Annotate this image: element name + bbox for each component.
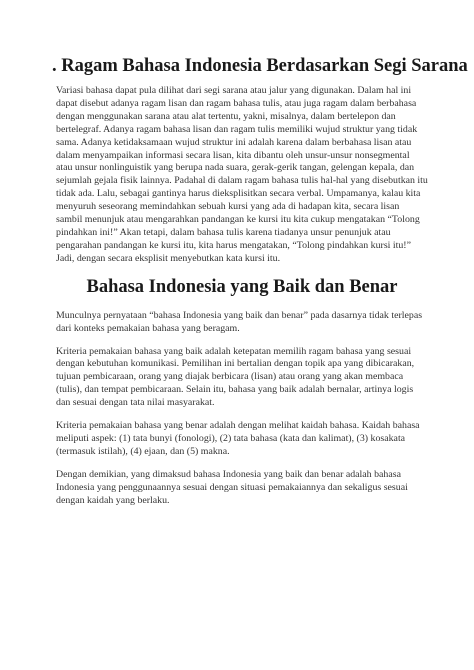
paragraph-kesimpulan: Dengan demikian, yang dimaksud bahasa Indonesia yang baik dan benar adalah bahasa Indonesia yang penggunaannya sesuai dengan situasi pemakaiannya dan sekaligus sesuai dengan kaidah yang berlaku. xyxy=(56,468,408,506)
paragraph-kriteria-benar: Kriteria pemakaian bahasa yang benar adalah dengan melihat kaidah bahasa. Kaidah bahasa meliputi aspek: (1) tata bunyi (fonologi), (2) tata bahasa (kata dan kalimat), (3) kosakata (termasuk istilah), (4) ejaan, dan (5) makna. xyxy=(56,420,420,457)
paragraph-ragam-sarana: Variasi bahasa dapat pula dilihat dari segi sarana atau jalur yang digunakan. Dalam hal ini dapat disebut adanya ragam lisan dan ragam bahasa tulis, atau juga ragam dalam berbahasa dengan menggunakan sarana atau alat tertentu, yakni, misalnya, dalam bertelepon dan bertelegraf. Adanya ragam bahasa lisan dan ragam tulis memiliki wujud struktur yang tidak sama. Adanya ketidaksamaan wujud struktur ini adalah karena dalam berbahasa lisan atau dalam menyampaikan informasi secara lisan, kita dibantu oleh unsur-unsur nonsegmental atau unsur nonlinguistik yang berupa nada suara, gerak-gerik tangan, gelengan kepala, dan sejumlah gejala fisik lainnya. Padahal di dalam ragam bahasa tulis hal-hal yang disebutkan itu tidak ada. Lalu, sebagai gantinya harus dieksplisitkan secara verbal. Umpamanya, kalau kita menyuruh seseorang memindahkan sebuah kursi yang ada di hadapan kita, secara lisan sambil menunjuk atau mengarahkan pandangan ke kursi itu kita cukup mengatakan “Tolong pindahkan ini!” Akan tetapi, dalam bahasa tulis karena tiadanya unsur penunjuk atau pengarahan pandangan ke kursi itu, kita harus mengatakan, “Tolong pindahkan kursi itu!” Jadi, dengan secara eksplisit menyebutkan kata kursi itu. xyxy=(56,85,428,264)
section-heading-ragam-sarana: . Ragam Bahasa Indonesia Berdasarkan Segi Sarana xyxy=(52,56,468,76)
section-heading-baik-benar: Bahasa Indonesia yang Baik dan Benar xyxy=(86,276,398,297)
paragraph-munculnya: Munculnya pernyataan “bahasa Indonesia yang baik dan benar” pada dasarnya tidak terlepas dari konteks pemakaian bahasa yang beragam. xyxy=(56,309,423,334)
paragraph-kriteria-baik: Kriteria pemakaian bahasa yang baik adalah ketepatan memilih ragam bahasa yang sesuai dengan kebutuhan komunikasi. Pemilihan ini bertalian dengan topik apa yang dibicarakan, tujuan pembicaraan, orang yang diajak berbicara (lisan) atau orang yang akan membaca (tulis), dan tempat pembicaraan. Selain itu, bahasa yang baik adalah bernalar, artinya logis dan sesuai dengan tata nilai masyarakat. xyxy=(56,345,415,409)
